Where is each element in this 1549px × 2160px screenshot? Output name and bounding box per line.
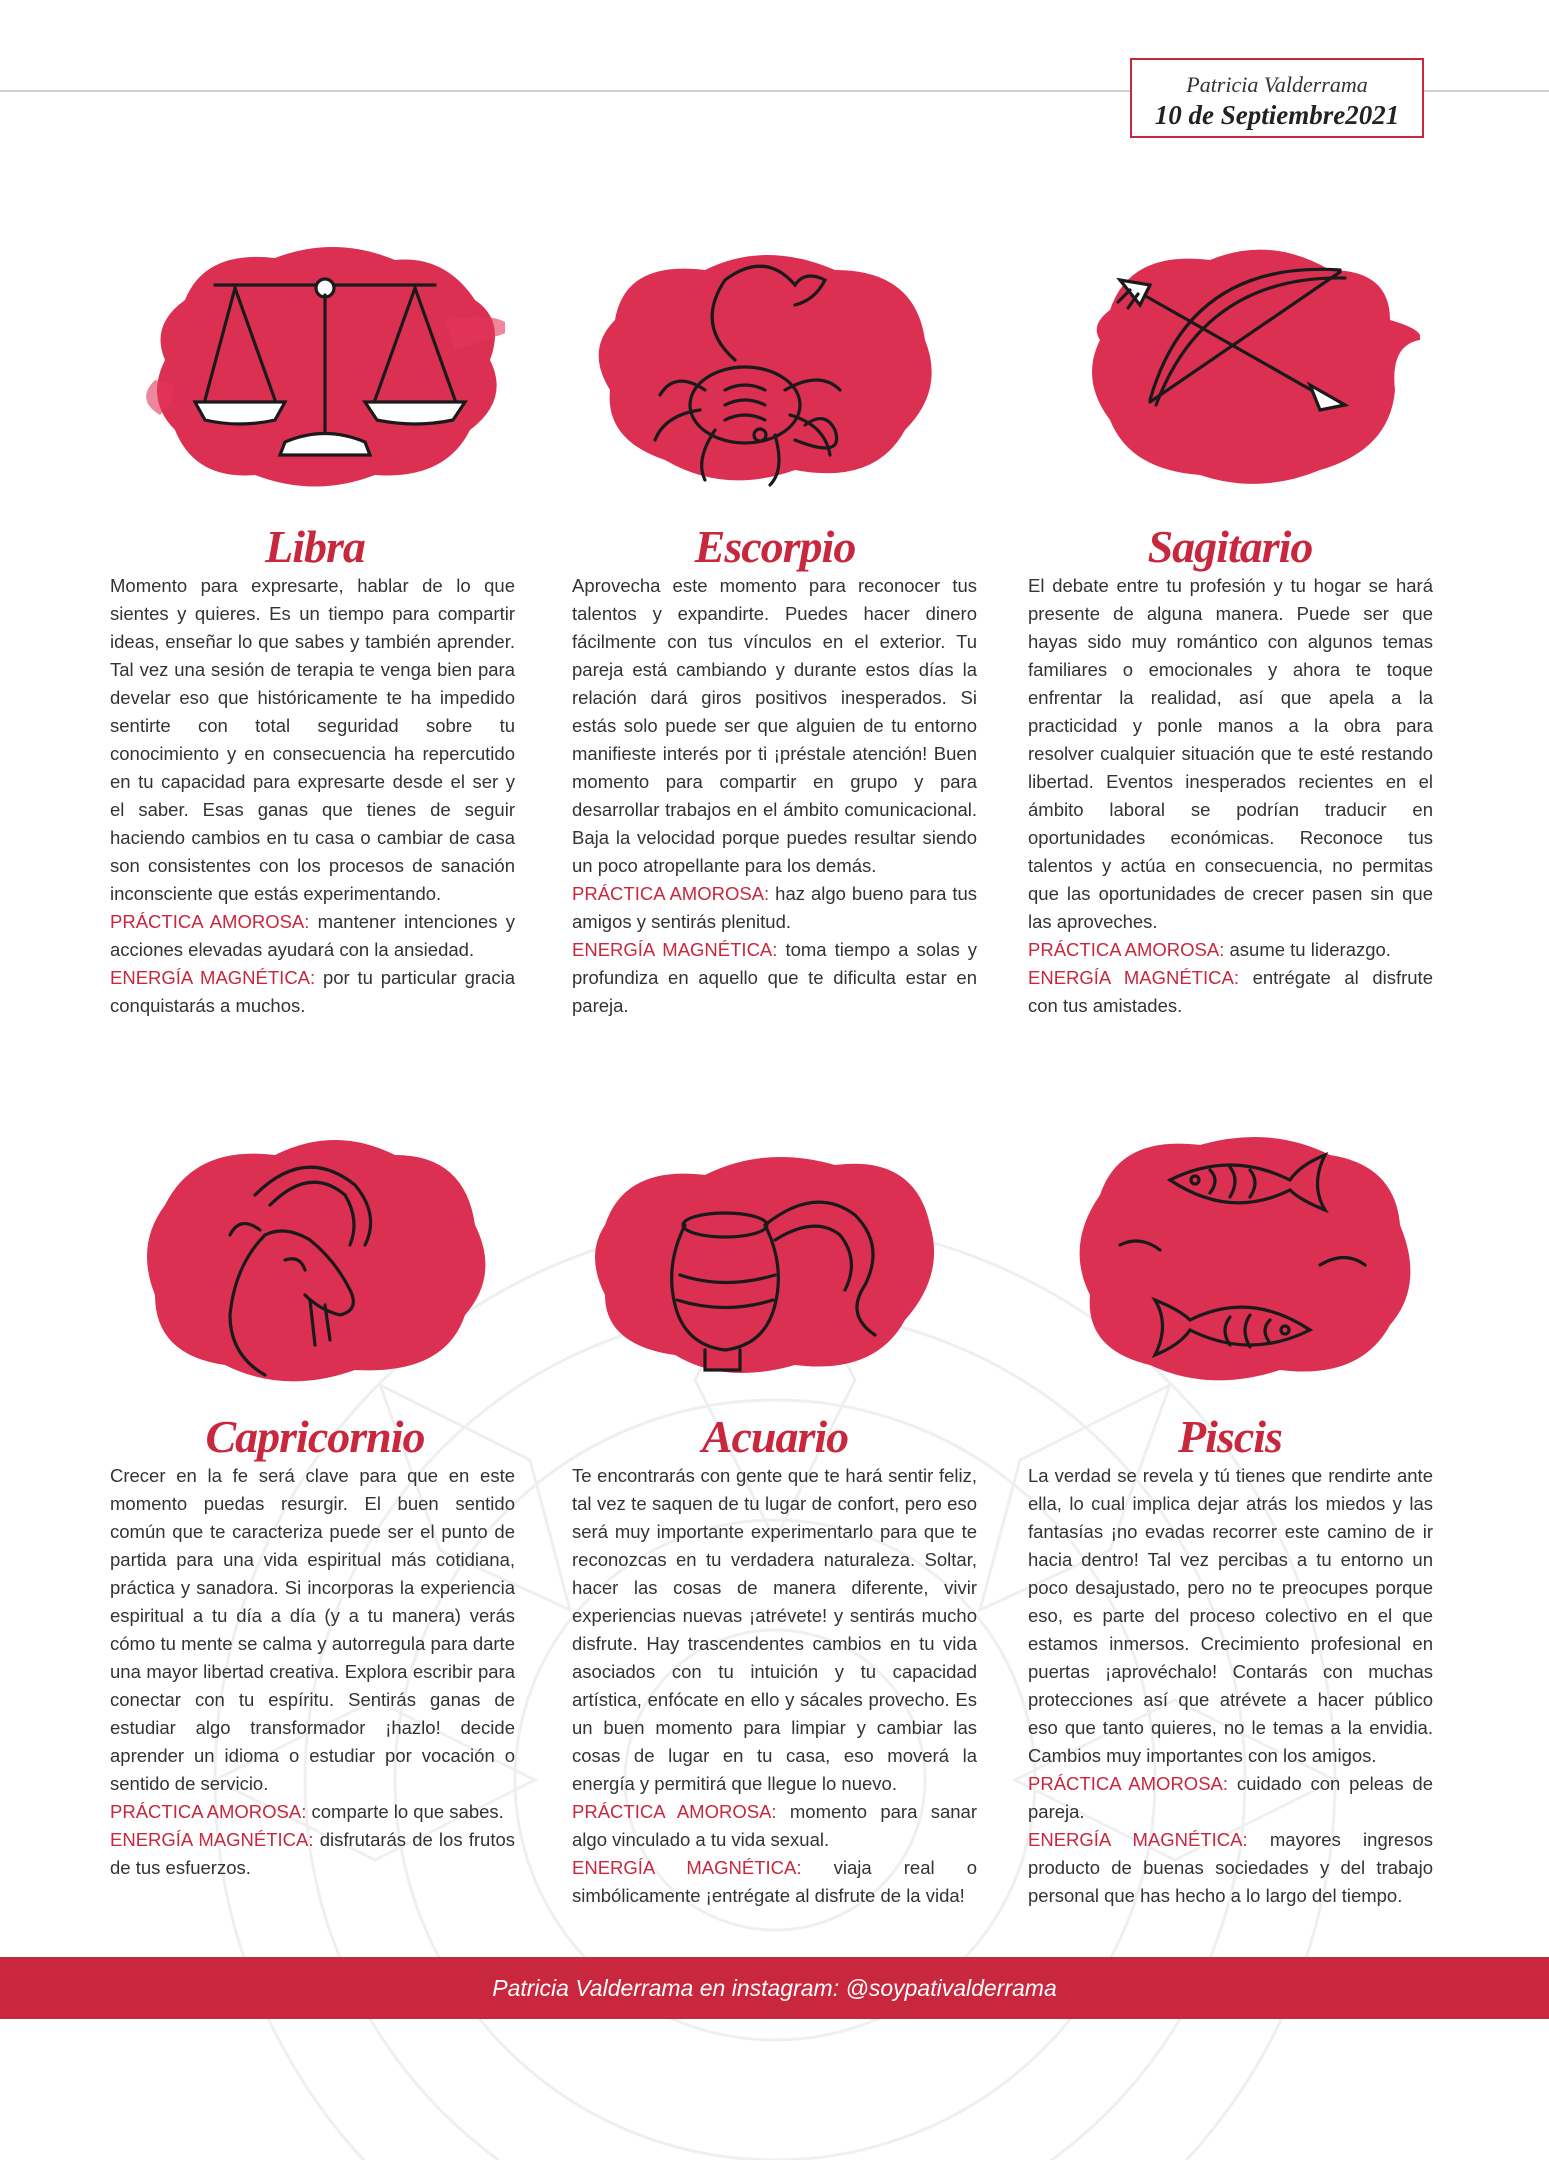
love-label: PRÁCTICA AMOROSA: [1028, 939, 1225, 960]
energy-label: ENERGÍA MAGNÉTICA: [572, 939, 778, 960]
love-label: PRÁCTICA AMOROSA: [1028, 1773, 1229, 1794]
love-label: PRÁCTICA AMOROSA: [572, 883, 770, 904]
love-text: comparte lo que sabes. [311, 1801, 504, 1822]
header-box [1130, 58, 1424, 138]
energy-text: viaja real o simbólicamente ¡entrégate al disfrute de la vida! [572, 1857, 977, 1906]
two-fish-icon [1060, 1125, 1420, 1395]
author-name: Patricia Valderrama [1186, 72, 1368, 97]
energy-label: ENERGÍA MAGNÉTICA: [110, 1829, 314, 1850]
sign-title: Capricornio [205, 1411, 425, 1462]
bow-arrow-icon [1060, 230, 1420, 500]
love-text: haz algo bueno para tus amigos y sentirás plenitud. [572, 883, 978, 932]
love-text: asume tu liderazgo. [1229, 939, 1391, 960]
energy-label: ENERGÍA MAGNÉTICA: [572, 1857, 802, 1878]
goat-icon [135, 1125, 495, 1395]
energy-text: entrégate al disfrute con tus amistades. [1028, 967, 1433, 1016]
sign-forecast [572, 572, 977, 1020]
libra-scales-icon [145, 230, 505, 500]
sign-forecast [572, 1462, 977, 1910]
love-text: momento para sanar algo vinculado a tu vida sexual. [572, 1801, 977, 1850]
energy-label: ENERGÍA MAGNÉTICA: [1028, 967, 1239, 988]
sign-title: Sagitario [1147, 521, 1313, 572]
forecast-text: Aprovecha este momento para reconocer tus talentos y expandirte. Puedes hacer dinero fácilmente con tus vínculos en el exterior. Tu pareja está cambiando y durante estos días la relación dará giros positivos inesperados. Si estás solo puede ser que alguien de tu entorno manifieste interés por ti ¡préstale atención! Buen momento para compartir en grupo y para desarrollar trabajos en el ámbito comunicacional. Baja la velocidad porque puedes resultar siendo un poco atropellante para los demás. [572, 575, 977, 876]
sign-forecast [1028, 572, 1433, 1020]
scorpion-icon [585, 230, 945, 500]
energy-text: toma tiempo a solas y profundiza en aquello que te dificulta estar en pareja. [572, 939, 977, 1016]
love-label: PRÁCTICA AMOROSA: [572, 1801, 777, 1822]
forecast-text: Momento para expresarte, hablar de lo que sientes y quieres. Es un tiempo para compartir ideas, enseñar lo que sabes y también aprender. Tal vez una sesión de terapia te venga bien para develar eso que históricamente te ha impedido sentirte con total seguridad sobre tu conocimiento y en consecuencia ha repercutido en tu capacidad para expresarte desde el ser y el saber. Esas ganas que tienes de seguir haciendo cambios en tu casa o cambiar de casa son consistentes con los procesos de sanación inconsciente que estás experimentando. [110, 575, 515, 904]
sign-forecast [110, 572, 515, 1020]
energy-label: ENERGÍA MAGNÉTICA: [1028, 1829, 1248, 1850]
love-label: PRÁCTICA AMOROSA: [110, 1801, 307, 1822]
sign-title: Libra [265, 521, 365, 572]
energy-text: disfrutarás de los frutos de tus esfuerzos. [110, 1829, 516, 1878]
publication-date: 10 de Septiembre2021 [1154, 100, 1400, 130]
sign-forecast [110, 1462, 515, 1882]
sign-title: Piscis [1178, 1411, 1282, 1462]
sign-forecast [1028, 1462, 1433, 1910]
love-text: cuidado con peleas de pareja. [1028, 1773, 1433, 1822]
forecast-text: Crecer en la fe será clave para que en este momento puedas resurgir. El buen sentido común que te caracteriza puede ser el punto de partida para una vida espiritual más cotidiana, práctica y sanadora. Si incorporas la experiencia espiritual a tu día a día (y a tu manera) verás cómo tu mente se calma y autorregula para darte una mayor libertad creativa. Explora escribir para conectar con tu espíritu. Sentirás ganas de estudiar algo transformador ¡hazlo! decide aprender un idioma o estudiar por vocación o sentido de servicio. [110, 1465, 515, 1794]
forecast-text: Te encontrarás con gente que te hará sentir feliz, tal vez te saquen de tu lugar de confort, pero eso será muy importante experimentarlo para que te reconozcas en tu verdadera naturaleza. Soltar, hacer las cosas de manera diferente, vivir experiencias nuevas ¡atrévete! y sentirás mucho disfrute. Hay trascendentes cambios en tu vida asociados con tu intuición y tu capacidad artística, enfócate en ello y sácales provecho. Es un buen momento para limpiar y cambiar las cosas de lugar en tu casa, eso moverá la energía y permitirá que llegue lo nuevo. [572, 1465, 977, 1794]
energy-label: ENERGÍA MAGNÉTICA: [110, 967, 316, 988]
instagram-footer: Patricia Valderrama en instagram: @soypativalderrama [0, 1957, 1549, 2019]
energy-text: mayores ingresos producto de buenas sociedades y del trabajo personal que has hecho a lo largo del tiempo. [1028, 1829, 1433, 1906]
love-label: PRÁCTICA AMOROSA: [110, 911, 310, 932]
sign-title: Escorpio [694, 521, 856, 572]
water-vessel-icon [585, 1125, 945, 1395]
sign-title: Acuario [701, 1411, 849, 1462]
love-text: mantener intenciones y acciones elevadas ayudará con la ansiedad. [110, 911, 515, 960]
forecast-text: El debate entre tu profesión y tu hogar se hará presente de alguna manera. Puede ser que hayas sido muy romántico con algunos temas familiares o emocionales y ahora te toque enfrentar la realidad, así que apela a la practicidad y ponle manos a la obra para resolver cualquier situación que te esté restando libertad. Eventos inesperados recientes en el ámbito laboral se podrían traducir en oportunidades económicas. Reconoce tus talentos y actúa en consecuencia, no permitas que las oportunidades de crecer pasen sin que las aproveches. [1028, 575, 1433, 932]
forecast-text: La verdad se revela y tú tienes que rendirte ante ella, lo cual implica dejar atrás los miedos y las fantasías ¡no evadas recorrer este camino de ir hacia dentro! Tal vez percibas a tu entorno un poco desajustado, pero no te preocupes porque eso, es parte del proceso colectivo en el que estamos inmersos. Crecimiento profesional en puertas ¡aprovéchalo! Contarás con muchas protecciones así que atrévete a hacer público eso que tanto quieres, no le temas a la envidia. Cambios muy importantes con los amigos. [1028, 1465, 1433, 1766]
energy-text: por tu particular gracia conquistarás a muchos. [110, 967, 515, 1016]
